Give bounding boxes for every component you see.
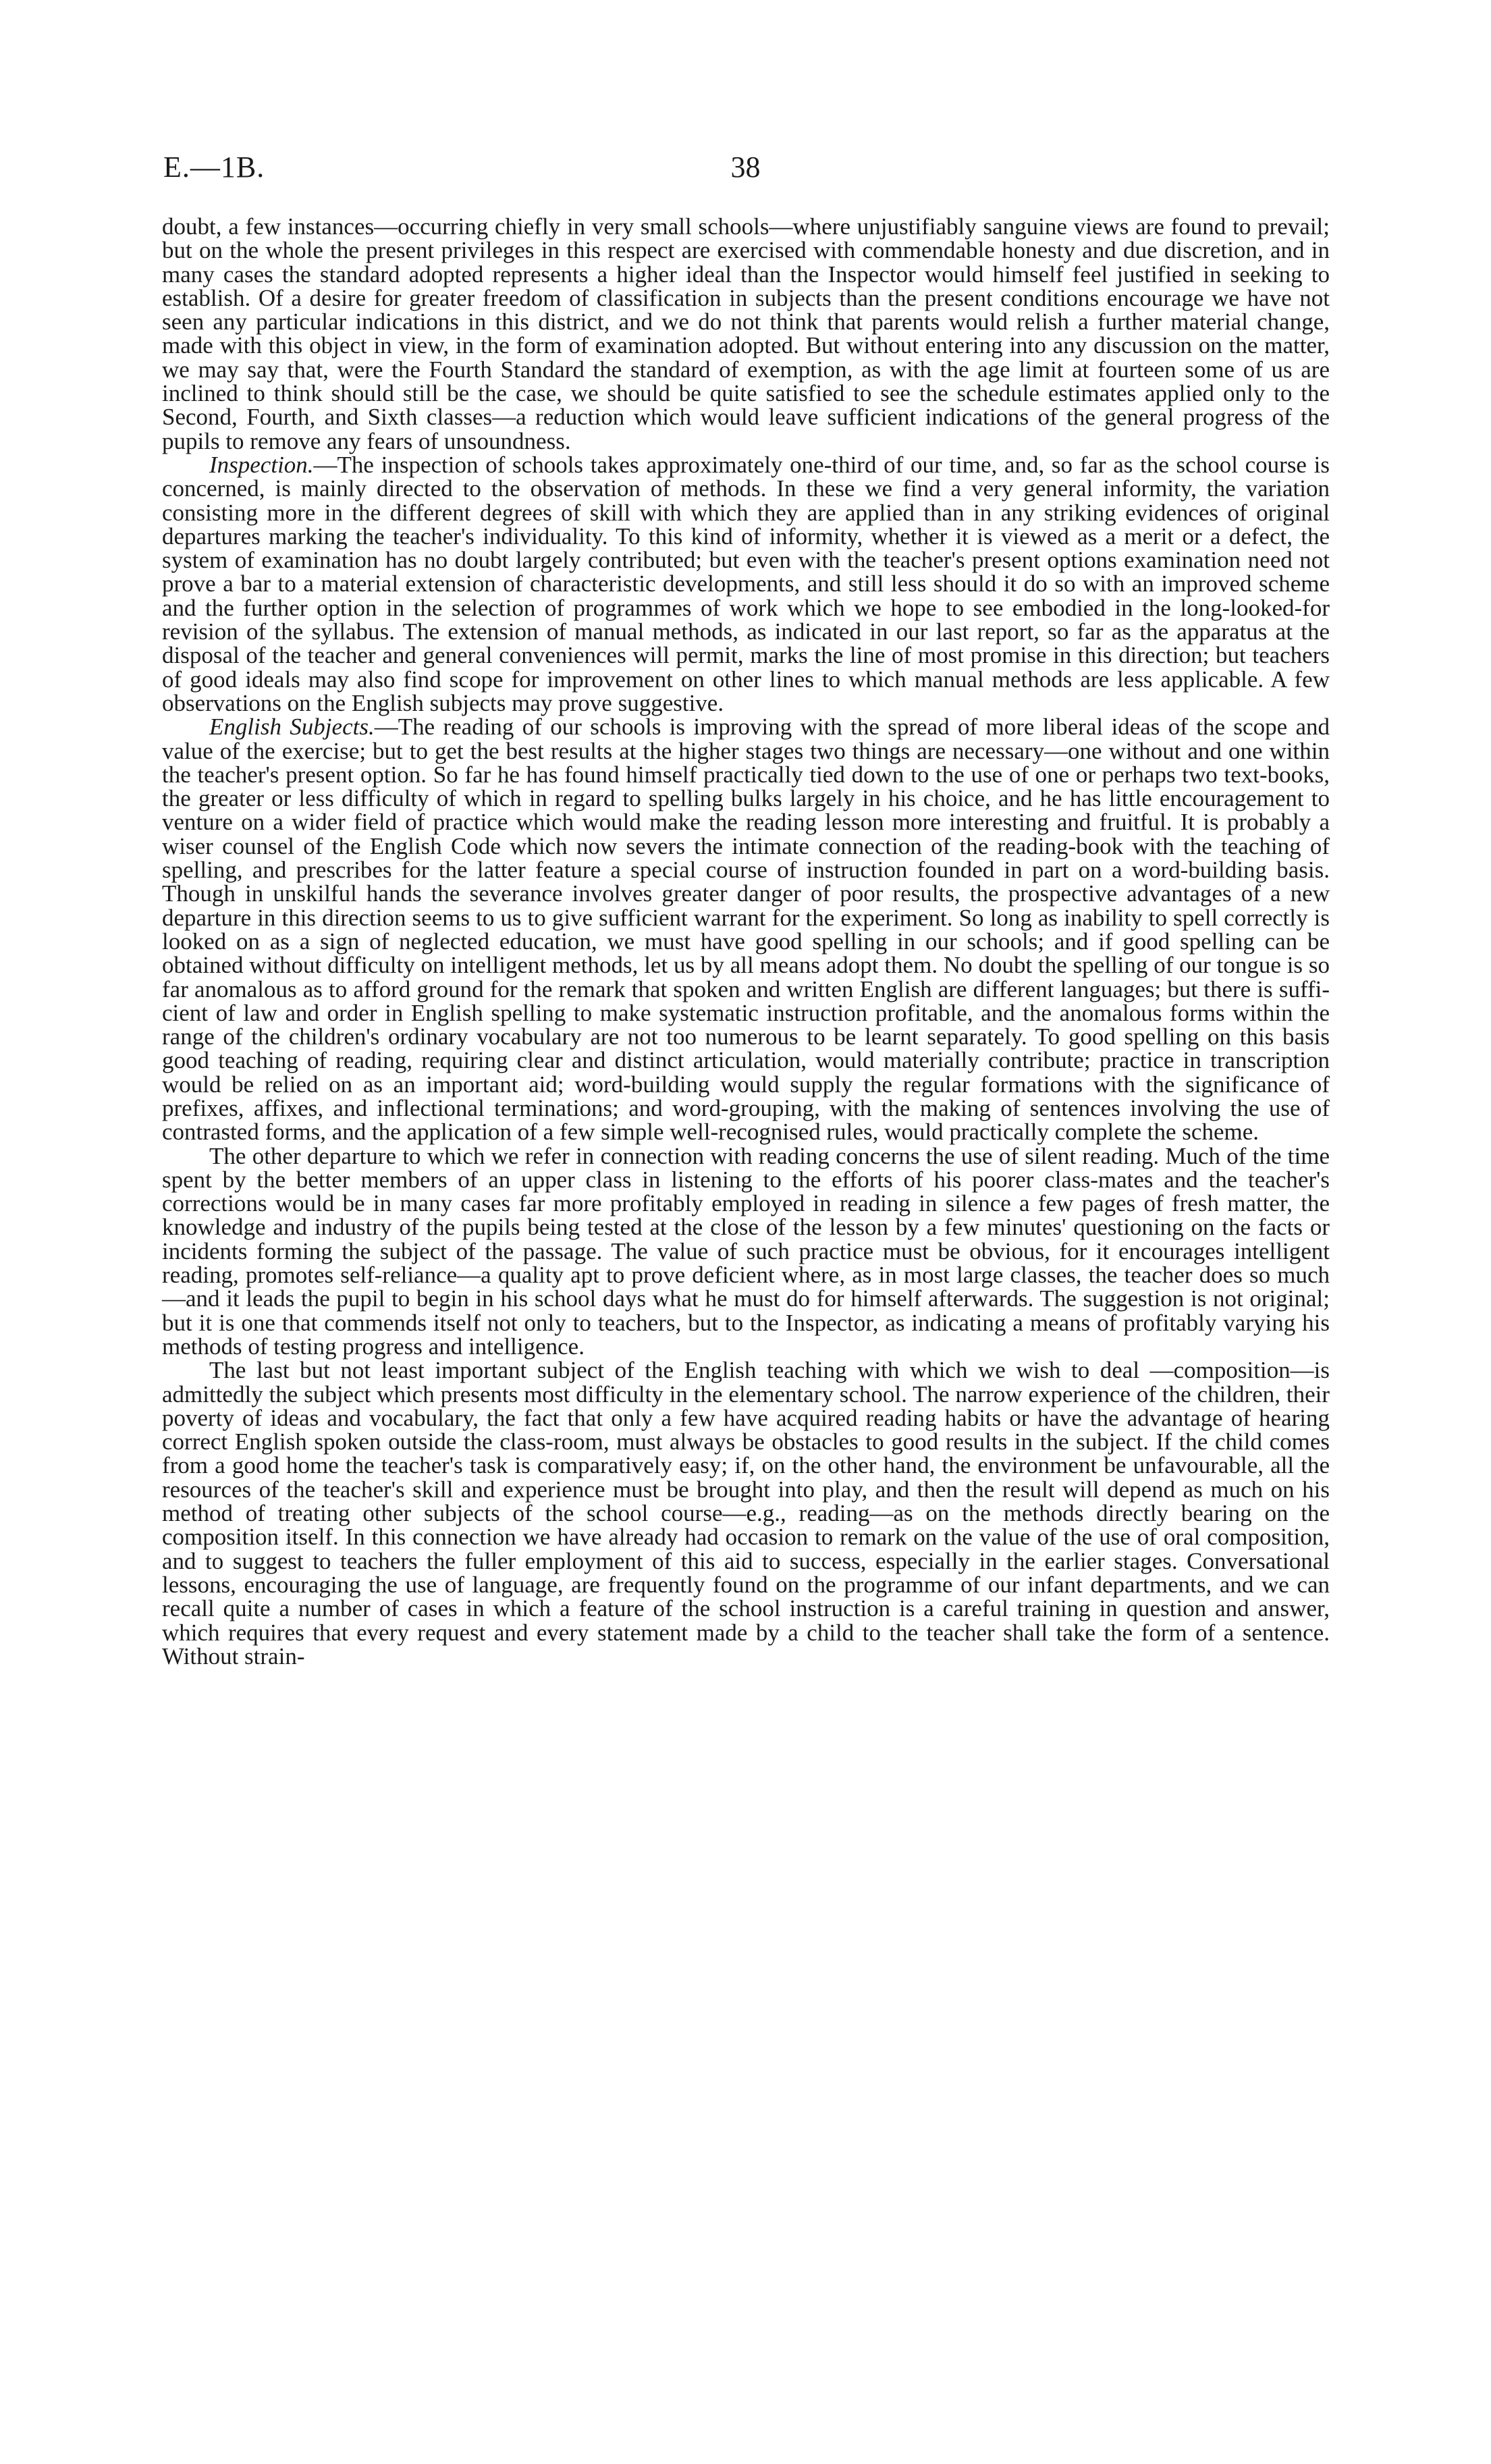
paragraph-text: The last but not least important subject of the English teaching with which we wish to deal —composition—is admittedly the subject which presents most difficulty in the elementary school. The narrow experience of the children, their poverty of ideas and vocabulary, the fact that only a few have acquired reading habits or have the advantage of hearing correct English spoken outside the class-room, must always be obstacles to good results in the subject. If the child comes from a good home the teacher's task is comparatively easy; if, on the other hand, the environment be unfavourable, all the resources of the teacher's skill and experience must be brought into play, and then the result will depend as much on his method of treating other subjects of the school course—e.g., reading—as on the methods directly bearing on the composition itself. In this connection we have already had occasion to remark on the value of the use of oral composition, and to suggest to teachers the fuller employment of this aid to success, especially in the earlier stages. Conversational lessons, encouraging the use of language, are frequently found on the programme of our infant departments, and we can recall quite a number of cases in which a feature of the school instruction is a careful training in question and answer, which requires that every request and every statement made by a child to the teacher shall take the form of a sentence. Without strain- — [162, 1357, 1330, 1669]
paragraph-inspection — [162, 453, 1330, 715]
page-number: 38 — [730, 151, 761, 184]
paragraph-text: doubt, a few instances—occurring chiefly in very small schools—where unjustifiably sanguine views are found to prevail; but on the whole the present privileges in this respect are exercised with commendable honesty and due discretion, and in many cases the standard adopted represents a higher ideal than the Inspector would himself feel justified in seeking to establish. Of a desire for greater freedom of classification in subjects than the present conditions encourage we have not seen any particular indications in this district, and we do not think that parents would relish a further material change, made with this object in view, in the form of examination adopted. But without entering into any discussion on the matter, we may say that, were the Fourth Standard the standard of exemption, as with the age limit at fourteen some of us are inclined to think should still be the case, we should be quite satisfied to see the schedule estimates applied only to the Second, Fourth, and Sixth classes—a reduction which would leave sufficient indications of the general progress of the pupils to remove any fears of unsoundness. — [162, 213, 1330, 454]
paragraph-heading: Inspection. — [209, 451, 314, 478]
paragraph-text: —The reading of our schools is improving with the spread of more liberal ideas of the scope and value of the exercise; but to get the best results at the higher stages two things are necessary—one without and one within the teacher's present option. So far he has found himself practically tied down to the use of one or perhaps two text-books, the greater or less difficulty of which in regard to spelling bulks largely in his choice, and he has little encouragement to venture on a wider field of practice which would make the reading lesson more interesting and fruitful. It is probably a wiser counsel of the English Code which now severs the intimate connection of the reading-book with the teaching of spelling, and prescribes for the latter feature a special course of instruction founded in part on a word-building basis. Though in unskilful hands the severance involves greater danger of poor results, the prospective advantages of a new departure in this direction seems to us to give sufficient warrant for the experiment. So long as inability to spell correctly is looked on as a sign of neglected education, we must have good spelling in our schools; and if good spelling can be obtained without difficulty on intelligent methods, let us by all means adopt them. No doubt the spelling of our tongue is so far anomalous as to afford ground for the remark that spoken and written English are different languages; but there is sufficient of law and order in English spelling to make systematic instruction profitable, and the anomalous forms within the range of the children's ordinary vocabulary are not too numerous to be learnt separately. To good spelling on this basis good teaching of reading, requiring clear and distinct articulation, would materially contribute; practice in transcription would be relied on as an important aid; word-building would supply the regular formations with the significance of prefixes, affixes, and inflectional terminations; and word-grouping, with the making of sentences involving the use of contrasted forms, and the application of a few simple well-recognised rules, would practically complete the scheme. — [162, 714, 1330, 1146]
paragraph-text: The other departure to which we refer in connection with reading concerns the use of silent reading. Much of the time spent by the better members of an upper class in listening to the efforts of his poorer class-mates and the teacher's corrections would be in many cases far more profitably employed in reading in silence a few pages of fresh matter, the knowledge and industry of the pupils being tested at the close of the lesson by a few minutes' questioning on the facts or incidents forming the subject of the passage. The value of such practice must be obvious, for it encourages intelligent reading, promotes self-reliance—a quality apt to prove deficient where, as in most large classes, the teacher does so much—and it leads the pupil to begin in his school days what he must do for himself afterwards. The suggestion is not original; but it is one that commends itself not only to teachers, but to the Inspector, as indicating a means of profitably varying his methods of testing progress and intelligence. — [162, 1142, 1330, 1360]
document-reference: E.—1B. — [163, 151, 265, 184]
paragraph-english-subjects — [162, 715, 1330, 1144]
body-text — [162, 215, 1330, 1668]
paragraph-silent-reading — [162, 1144, 1330, 1359]
paragraph-composition — [162, 1358, 1330, 1668]
page-header — [163, 150, 1328, 190]
paragraph-continuation — [162, 215, 1330, 453]
paragraph-heading: English Subjects. — [209, 714, 375, 741]
paragraph-text: —The inspection of schools takes approximately one-third of our time, and, so far as the school course is concerned, is mainly directed to the observation of methods. In these we find a very general informity, the variation consisting more in the different degrees of skill with which they are applied than in any striking evidences of original departures marking the teacher's individuality. To this kind of informity, whether it is viewed as a merit or a defect, the system of examination has no doubt largely contributed; but even with the teacher's present options examination need not prove a bar to a material extension of characteristic developments, and still less should it do so with an improved scheme and the further option in the selection of programmes of work which we hope to see embodied in the long-looked-for revision of the syllabus. The extension of manual methods, as indicated in our last report, so far as the apparatus at the disposal of the teacher and general conveniences will permit, marks the line of most promise in this direction; but teachers of good ideals may also find scope for improvement on other lines to which manual methods are less applicable. A few observations on the English subjects may prove suggestive. — [162, 451, 1330, 716]
